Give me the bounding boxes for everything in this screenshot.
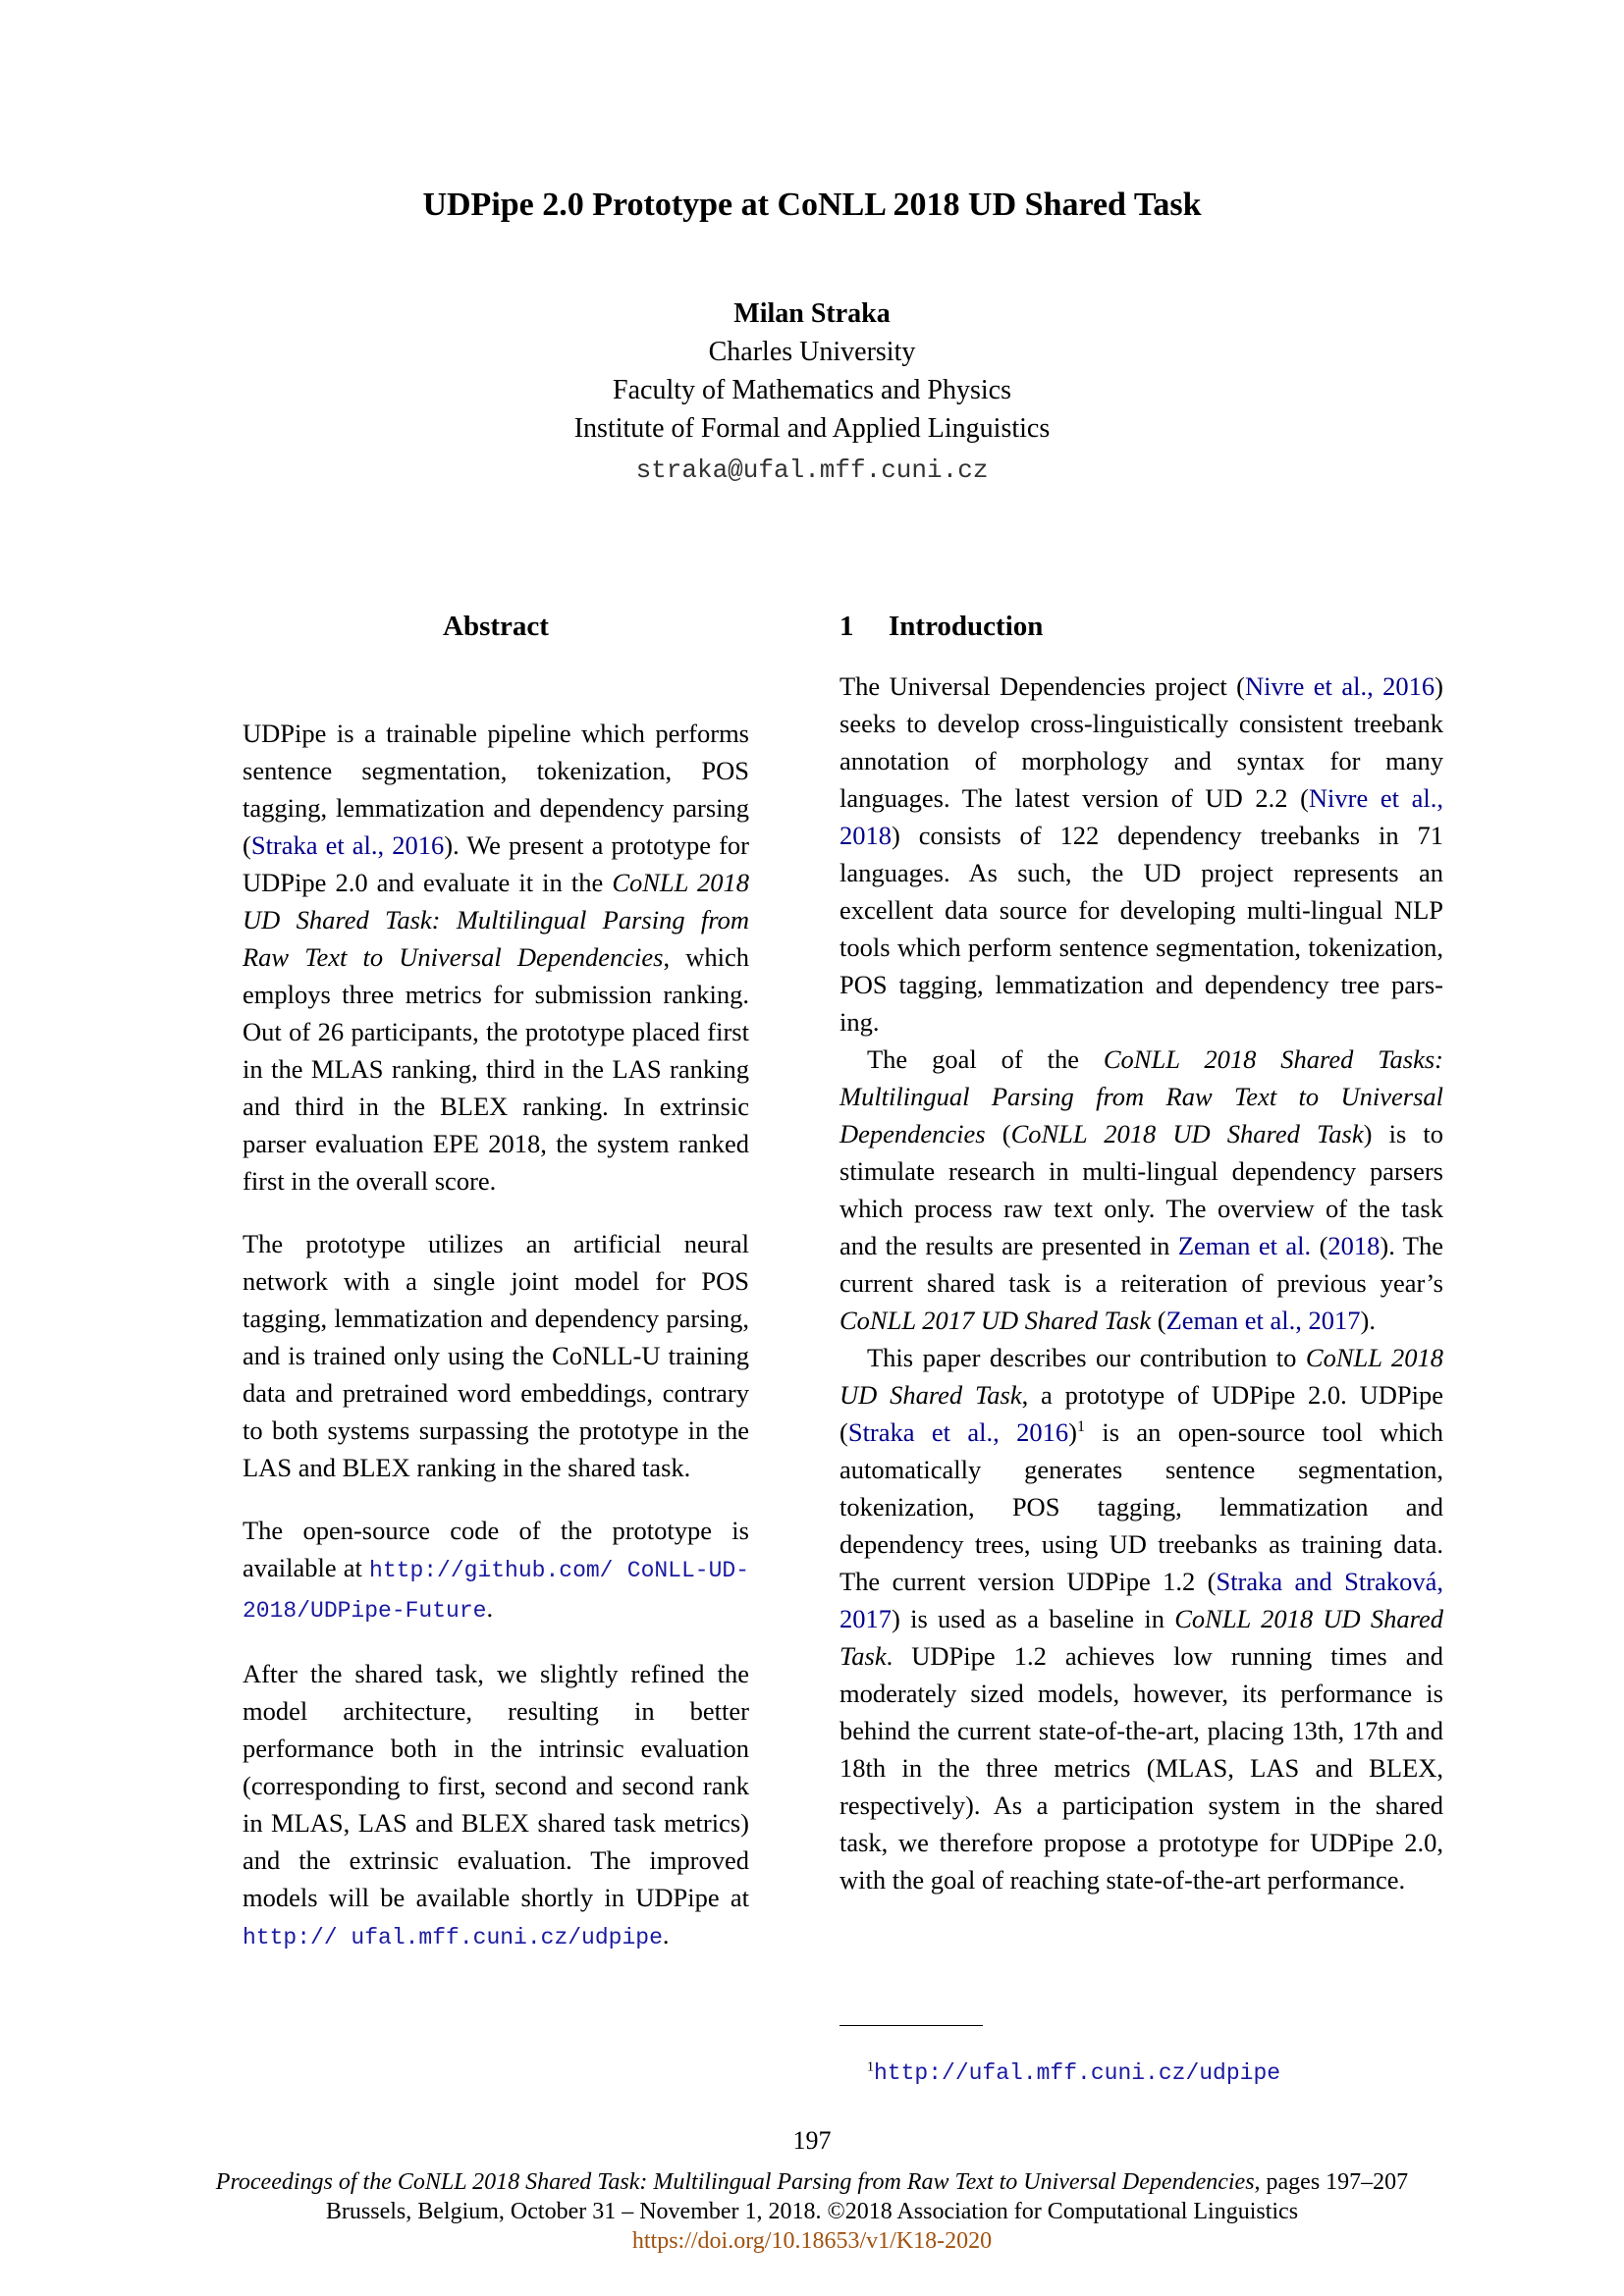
- text: This paper describes our contribution to: [867, 1343, 1306, 1372]
- citation-link[interactable]: Straka et al., 2016: [847, 1417, 1069, 1447]
- text: (: [985, 1119, 1011, 1148]
- text: ) consists of 122 dependency treebanks in 71 languages. As such, the UD project represents an excellent data source for developing multi-lingual NLP tools which perform sentence segmentation, tokenization, POS tagging, lemmatization and dependency tree parsing.: [839, 821, 1443, 1037]
- shared-task-name: CoNLL 2018 UD Shared Task: [839, 1343, 1443, 1410]
- footnote-marker[interactable]: 1: [1076, 1418, 1085, 1436]
- text: ).: [1360, 1306, 1376, 1335]
- introduction-column: [839, 607, 1443, 1898]
- footnote: [867, 2059, 1280, 2086]
- affiliation-faculty: Faculty of Mathematics and Physics: [613, 375, 1011, 405]
- author-name: Milan Straka: [733, 298, 891, 329]
- citation-link[interactable]: Zeman et al.: [1177, 1231, 1312, 1260]
- text: ) seeks to develop cross-linguistically consistent treebank annotation of morphology and syntax for many languages. The latest version of UD 2.2 (: [839, 671, 1443, 813]
- proceedings-pages: , pages 197–207: [1254, 2169, 1409, 2195]
- text: , which employs three metrics for submission ranking. Out of 26 participants, the prototype placed first in the MLAS ranking, third in the LAS ranking and third in the BLEX ranking. In extrinsic parser evaluation EPE 2018, the system ranked first in the overall score.: [243, 942, 749, 1196]
- affiliation-university: Charles University: [708, 337, 916, 367]
- shared-task-name: CoNLL 2018 UD Shared Task: [1010, 1119, 1364, 1148]
- proceedings-line: [0, 2169, 1624, 2196]
- citation-link[interactable]: Straka et al., 2016: [250, 830, 445, 860]
- abstract-paragraph-3: [243, 1512, 749, 1629]
- abstract-paragraph-1: [243, 715, 749, 1200]
- proceedings-title: Proceedings of the CoNLL 2018 Shared Task: Multilingual Parsing from Raw Text to Universal Dependencies: [215, 2169, 1255, 2195]
- text: .: [486, 1593, 494, 1623]
- paper-title: UDPipe 2.0 Prototype at CoNLL 2018 UD Shared Task: [422, 187, 1202, 223]
- intro-paragraph-1: [839, 667, 1443, 1041]
- text: (: [1151, 1306, 1166, 1335]
- author-email: straka@ufal.mff.cuni.cz: [635, 455, 989, 485]
- text: .: [662, 1920, 670, 1949]
- text: ) is to stimulate research in multi-lingual dependency parsers which process raw text only. The overview of the task and the results are presented in: [839, 1119, 1443, 1260]
- page-number: 197: [792, 2126, 832, 2155]
- text: The goal of the: [867, 1044, 1104, 1074]
- text: UDPipe is a trainable pipeline which performs sentence segmentation, tokenization, POS tagging, lemmatization and dependency parsing (: [243, 719, 749, 860]
- text: ) is used as a baseline in: [892, 1604, 1175, 1633]
- affiliation-institute: Institute of Formal and Applied Linguistics: [573, 413, 1051, 444]
- abstract-heading: Abstract: [443, 611, 549, 642]
- intro-paragraph-3: [839, 1339, 1443, 1898]
- text: . UDPipe 1.2 achieves low running times and moderately sized models, however, its performance is behind the current state-of-the-art, placing 13th, 17th and 18th in the three metrics (MLAS, LAS and BLEX, respectively). As a participation system in the shared task, we therefore propose a prototype for UDPipe 2.0, with the goal of reaching state-of-the-art performance.: [839, 1641, 1443, 1895]
- text: The Universal Dependencies project (: [839, 671, 1246, 701]
- shared-task-name: CoNLL 2017 UD Shared Task: [839, 1306, 1152, 1335]
- text: (: [1311, 1231, 1328, 1260]
- abstract-paragraph-2: The prototype utilizes an artificial neural network with a single joint model for POS tagging, lemmatization and dependency parsing, and is trained only using the CoNLL-U training data and pretrained word embeddings, contrary to both systems surpassing the prototype in the LAS and BLEX ranking in the shared task.: [243, 1229, 749, 1482]
- citation-link[interactable]: 2018: [1327, 1231, 1380, 1260]
- doi-link[interactable]: https://doi.org/10.18653/v1/K18-2020: [631, 2228, 993, 2254]
- text: ). We present a prototype for UDPipe 2.0 and evaluate it in the: [243, 830, 749, 897]
- abstract-column: [243, 607, 749, 1982]
- shared-task-name: CoNLL 2018 UD Shared Task: [839, 1604, 1443, 1671]
- section-title: Introduction: [889, 611, 1044, 642]
- citation-link[interactable]: Straka and Straková, 2017: [839, 1567, 1443, 1633]
- shared-task-name: CoNLL 2018 Shared Tasks: Multilingual Parsing from Raw Text to Universal Dependencies: [839, 1044, 1443, 1148]
- footnote-divider: [839, 2025, 983, 2026]
- footnote-url-link[interactable]: http://ufal.mff.cuni.cz/udpipe: [874, 2060, 1281, 2086]
- text: ): [1068, 1417, 1077, 1447]
- intro-paragraph-2: [839, 1041, 1443, 1339]
- text: The open-source code of the prototype is available at: [243, 1516, 749, 1582]
- citation-link[interactable]: Nivre et al., 2016: [1245, 671, 1435, 701]
- github-url-link[interactable]: http://github.com/ CoNLL-UD-2018/UDPipe-Future: [243, 1558, 749, 1624]
- introduction-heading: [839, 607, 1443, 667]
- citation-link[interactable]: Nivre et al., 2018: [839, 783, 1443, 850]
- text: After the shared task, we slightly refined the model architecture, resulting in better performance both in the intrinsic evaluation (corresponding to first, second and second rank in MLAS, LAS and BLEX shared task metrics) and the extrinsic evaluation. The improved models will be available shortly in UDPipe at: [243, 1659, 749, 1912]
- citation-link[interactable]: Zeman et al., 2017: [1165, 1306, 1361, 1335]
- udpipe-url-link[interactable]: http:// ufal.mff.cuni.cz/udpipe: [243, 1925, 663, 1950]
- text: is an open-source tool which automatically generates sentence segmentation, tokenization, POS tagging, lemmatization and dependency trees, using UD treebanks as training data. The current version UDPipe 1.2 (: [839, 1417, 1443, 1596]
- abstract-paragraph-4: [243, 1655, 749, 1956]
- text: , a prototype of UDPipe 2.0. UDPipe (: [839, 1380, 1443, 1447]
- shared-task-name: CoNLL 2018 UD Shared Task: Multilingual Parsing from Raw Text to Universal Dependencies: [243, 868, 749, 972]
- footnote-number: 1: [867, 2059, 874, 2075]
- section-number: 1: [839, 611, 854, 642]
- text: ). The current shared task is a reiteration of previous year’s: [839, 1231, 1443, 1298]
- location-copyright-line: Brussels, Belgium, October 31 – November 1, 2018. ©2018 Association for Computational Linguistics: [325, 2199, 1299, 2224]
